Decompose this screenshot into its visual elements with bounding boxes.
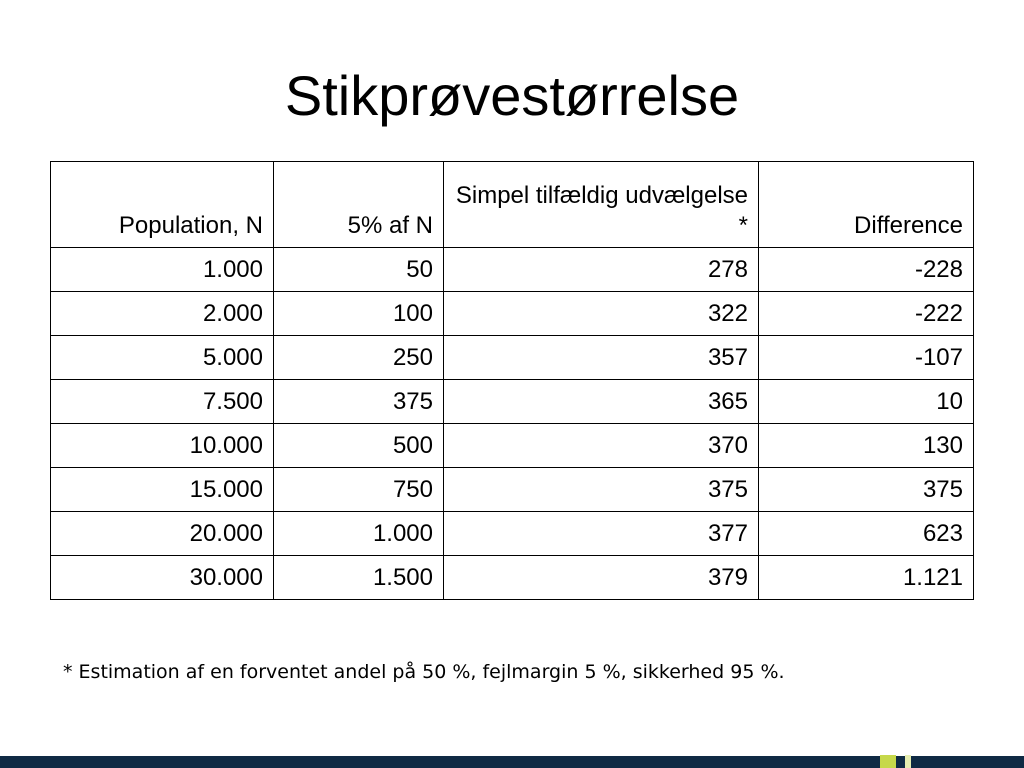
cell-simple-random: 357 xyxy=(444,336,759,380)
cell-simple-random: 379 xyxy=(444,556,759,600)
cell-population: 20.000 xyxy=(51,512,274,556)
cell-simple-random: 278 xyxy=(444,248,759,292)
header-difference: Difference xyxy=(759,162,974,248)
sample-size-table xyxy=(50,161,974,600)
cell-difference: 10 xyxy=(759,380,974,424)
cell-difference: 623 xyxy=(759,512,974,556)
cell-difference: -228 xyxy=(759,248,974,292)
cell-simple-random: 365 xyxy=(444,380,759,424)
table-row xyxy=(51,556,974,600)
footer-bar xyxy=(0,756,1024,768)
footer-accent-mark-small xyxy=(905,755,911,768)
cell-difference: 375 xyxy=(759,468,974,512)
header-population: Population, N xyxy=(51,162,274,248)
cell-simple-random: 375 xyxy=(444,468,759,512)
cell-five-percent: 50 xyxy=(274,248,444,292)
cell-population: 15.000 xyxy=(51,468,274,512)
cell-difference: -222 xyxy=(759,292,974,336)
cell-population: 30.000 xyxy=(51,556,274,600)
cell-simple-random: 370 xyxy=(444,424,759,468)
header-simple-random-sampling: Simpel tilfældig udvælgelse * xyxy=(444,162,759,248)
cell-difference: -107 xyxy=(759,336,974,380)
table-row xyxy=(51,380,974,424)
cell-five-percent: 1.000 xyxy=(274,512,444,556)
table-row xyxy=(51,424,974,468)
table-row xyxy=(51,292,974,336)
cell-population: 7.500 xyxy=(51,380,274,424)
table-header-row xyxy=(51,162,974,248)
table-row xyxy=(51,512,974,556)
cell-five-percent: 1.500 xyxy=(274,556,444,600)
cell-five-percent: 750 xyxy=(274,468,444,512)
table-row xyxy=(51,248,974,292)
cell-population: 10.000 xyxy=(51,424,274,468)
slide-title: Stikprøvestørrelse xyxy=(284,64,740,127)
header-five-percent: 5% af N xyxy=(274,162,444,248)
cell-simple-random: 322 xyxy=(444,292,759,336)
table-row xyxy=(51,336,974,380)
cell-population: 2.000 xyxy=(51,292,274,336)
table-row xyxy=(51,468,974,512)
cell-difference: 130 xyxy=(759,424,974,468)
cell-five-percent: 500 xyxy=(274,424,444,468)
table-body xyxy=(51,248,974,600)
cell-population: 5.000 xyxy=(51,336,274,380)
footnote: * Estimation af en forventet andel på 50 %, fejlmargin 5 %, sikkerhed 95 %. xyxy=(63,661,785,683)
cell-five-percent: 250 xyxy=(274,336,444,380)
footer-accent-mark xyxy=(880,755,896,768)
cell-population: 1.000 xyxy=(51,248,274,292)
cell-simple-random: 377 xyxy=(444,512,759,556)
cell-five-percent: 100 xyxy=(274,292,444,336)
cell-five-percent: 375 xyxy=(274,380,444,424)
cell-difference: 1.121 xyxy=(759,556,974,600)
